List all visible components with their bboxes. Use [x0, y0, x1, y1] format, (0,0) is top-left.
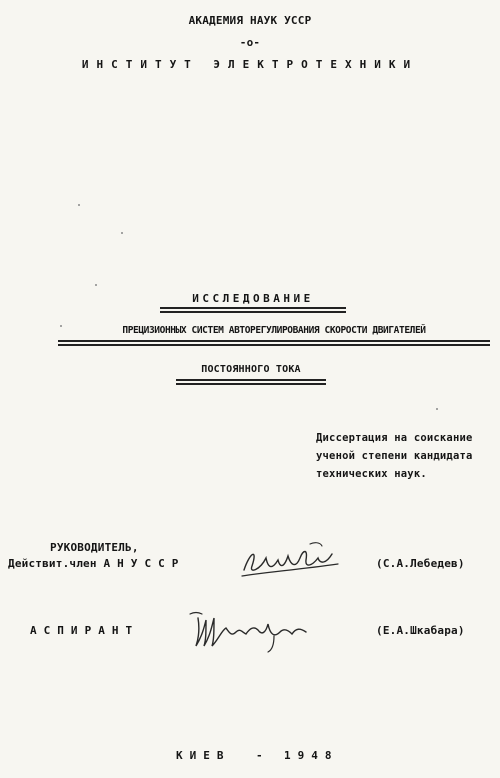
title-underline-3: [176, 379, 326, 381]
title-line-3: ПОСТОЯННОГО ТОКА: [201, 364, 301, 375]
scan-speck: [78, 204, 80, 206]
title-underline-3b: [176, 383, 326, 385]
title-underline-2: [58, 340, 490, 342]
title-line-1: ИССЛЕДОВАНИЕ: [192, 292, 314, 305]
footer-dash: -: [256, 749, 263, 762]
header-separator: -о-: [239, 36, 261, 49]
aspirant-name: (Е.А.Шкабара): [376, 624, 465, 637]
supervisor-role: РУКОВОДИТЕЛЬ,: [50, 541, 139, 554]
supervisor-signature: [236, 540, 346, 582]
title-underline-2b: [58, 344, 490, 346]
note-line-2: ученой степени кандидата: [316, 450, 473, 462]
scan-speck: [95, 284, 97, 286]
footer-city: К И Е В: [176, 749, 224, 762]
note-line-3: технических наук.: [316, 468, 427, 480]
title-underline-1b: [160, 311, 346, 313]
note-line-1: Диссертация на соискание: [316, 432, 473, 444]
institute-name: ИНСТИТУТ ЭЛЕКТРОТЕХНИКИ: [81, 58, 419, 71]
aspirant-signature: [188, 606, 318, 654]
title-line-2: ПРЕЦИЗИОННЫХ СИСТЕМ АВТОРЕГУЛИРОВАНИЯ СКОРОСТИ ДВИГАТЕЛЕЙ: [122, 325, 426, 336]
scan-speck: [121, 232, 123, 234]
title-underline-1: [160, 307, 346, 309]
supervisor-title: Действит.член А Н У С С Р: [8, 557, 179, 570]
scan-speck: [60, 325, 62, 327]
academy-name: АКАДЕМИЯ НАУК УССР: [188, 14, 312, 27]
footer-year: 1 9 4 8: [284, 749, 332, 762]
aspirant-role: А С П И Р А Н Т: [30, 624, 133, 637]
scan-speck: [436, 408, 438, 410]
supervisor-name: (С.А.Лебедев): [376, 557, 465, 570]
